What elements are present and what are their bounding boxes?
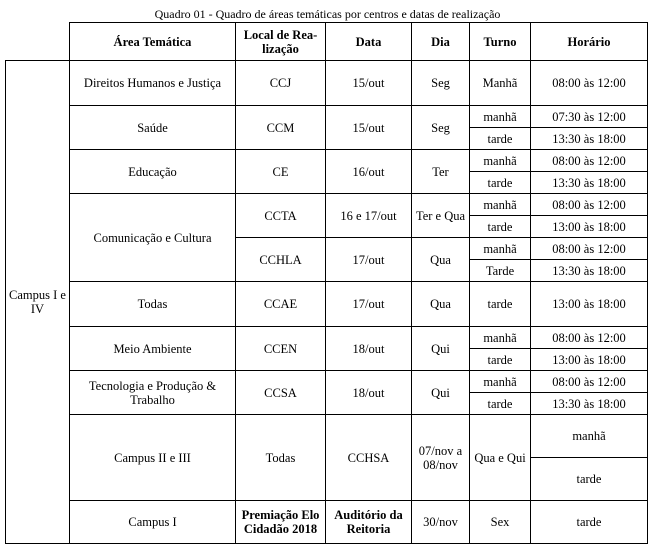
header-row bbox=[6, 23, 648, 61]
local-cell: CCSA bbox=[236, 371, 326, 415]
table-row bbox=[6, 327, 648, 349]
turno-cell: tarde bbox=[470, 216, 531, 238]
horario-cell: 13:30 às 18:00 bbox=[531, 260, 648, 282]
thematic-areas-table bbox=[5, 22, 648, 544]
table-row bbox=[6, 106, 648, 128]
area-cell: Comunicação e Cultura bbox=[70, 194, 236, 282]
turno-cell: tarde bbox=[531, 501, 648, 544]
local-cell: CCJ bbox=[236, 61, 326, 106]
turno-cell: tarde bbox=[470, 349, 531, 371]
data-cell: 18/out bbox=[326, 327, 412, 371]
data-cell: 16 e 17/out bbox=[326, 194, 412, 238]
table-row bbox=[6, 371, 648, 393]
local-cell: CCHSA bbox=[326, 415, 412, 501]
horario-cell: 07:30 às 12:00 bbox=[531, 106, 648, 128]
header-dia: Dia bbox=[412, 23, 470, 61]
horario-cell: 13:00 às 18:00 bbox=[531, 282, 648, 327]
data-cell: 17/out bbox=[326, 238, 412, 282]
turno-cell: manhã bbox=[531, 415, 648, 458]
header-data: Data bbox=[326, 23, 412, 61]
dia-cell: Qua e Qui bbox=[470, 415, 531, 501]
campus-cell: Campus I bbox=[70, 501, 236, 544]
campus-cell: Campus II e III bbox=[70, 415, 236, 501]
horario-cell: 08:00 às 12:00 bbox=[531, 194, 648, 216]
turno-cell: tarde bbox=[470, 172, 531, 194]
table-row bbox=[6, 501, 648, 544]
local-cell: Auditório da Reitoria bbox=[326, 501, 412, 544]
turno-cell: Tarde bbox=[470, 260, 531, 282]
campus-cell: Campus I e IV bbox=[6, 61, 70, 544]
local-cell: CCEN bbox=[236, 327, 326, 371]
turno-cell: tarde bbox=[531, 458, 648, 501]
dia-cell: Sex bbox=[470, 501, 531, 544]
turno-cell: manhã bbox=[470, 150, 531, 172]
data-cell: 30/nov bbox=[412, 501, 470, 544]
data-cell: 17/out bbox=[326, 282, 412, 327]
dia-cell: Qui bbox=[412, 327, 470, 371]
turno-cell: manhã bbox=[470, 371, 531, 393]
horario-cell: 13:00 às 18:00 bbox=[531, 216, 648, 238]
data-cell: 15/out bbox=[326, 61, 412, 106]
data-cell: 18/out bbox=[326, 371, 412, 415]
local-cell: CCHLA bbox=[236, 238, 326, 282]
table-row bbox=[6, 61, 648, 106]
horario-cell: 08:00 às 12:00 bbox=[531, 327, 648, 349]
horario-cell: 13:30 às 18:00 bbox=[531, 393, 648, 415]
turno-cell: tarde bbox=[470, 393, 531, 415]
turno-cell: Manhã bbox=[470, 61, 531, 106]
horario-cell: 08:00 às 12:00 bbox=[531, 238, 648, 260]
header-turno: Turno bbox=[470, 23, 531, 61]
table-row bbox=[6, 415, 648, 458]
header-area: Área Temática bbox=[70, 23, 236, 61]
dia-cell: Seg bbox=[412, 106, 470, 150]
table-row bbox=[6, 150, 648, 172]
area-cell: Educação bbox=[70, 150, 236, 194]
local-cell: CCTA bbox=[236, 194, 326, 238]
area-cell: Todas bbox=[70, 282, 236, 327]
horario-cell: 13:30 às 18:00 bbox=[531, 128, 648, 150]
turno-cell: tarde bbox=[470, 128, 531, 150]
table-row bbox=[6, 194, 648, 216]
table-row bbox=[6, 282, 648, 327]
turno-cell: manhã bbox=[470, 327, 531, 349]
data-cell: 15/out bbox=[326, 106, 412, 150]
local-cell: CE bbox=[236, 150, 326, 194]
empty-corner-cell bbox=[6, 23, 70, 61]
local-cell: CCAE bbox=[236, 282, 326, 327]
area-cell: Premiação Elo Cidadão 2018 bbox=[236, 501, 326, 544]
horario-cell: 13:00 às 18:00 bbox=[531, 349, 648, 371]
dia-cell: Qua bbox=[412, 238, 470, 282]
area-cell: Direitos Humanos e Justiça bbox=[70, 61, 236, 106]
horario-cell: 08:00 às 12:00 bbox=[531, 150, 648, 172]
area-cell: Meio Ambiente bbox=[70, 327, 236, 371]
area-cell: Saúde bbox=[70, 106, 236, 150]
local-cell: CCM bbox=[236, 106, 326, 150]
dia-cell: Qui bbox=[412, 371, 470, 415]
turno-cell: manhã bbox=[470, 106, 531, 128]
table-caption: Quadro 01 - Quadro de áreas temáticas por centros e datas de realização bbox=[154, 7, 501, 21]
dia-cell: Ter bbox=[412, 150, 470, 194]
dia-cell: Seg bbox=[412, 61, 470, 106]
dia-cell: Ter e Qua bbox=[412, 194, 470, 238]
data-cell: 16/out bbox=[326, 150, 412, 194]
turno-cell: manhã bbox=[470, 194, 531, 216]
horario-cell: 08:00 às 12:00 bbox=[531, 61, 648, 106]
horario-cell: 08:00 às 12:00 bbox=[531, 371, 648, 393]
area-cell: Todas bbox=[236, 415, 326, 501]
area-cell: Tecnologia e Produção & Trabalho bbox=[70, 371, 236, 415]
turno-cell: tarde bbox=[470, 282, 531, 327]
data-cell: 07/nov a 08/nov bbox=[412, 415, 470, 501]
turno-cell: manhã bbox=[470, 238, 531, 260]
header-local: Local de Rea-lização bbox=[236, 23, 326, 61]
dia-cell: Qua bbox=[412, 282, 470, 327]
horario-cell: 13:30 às 18:00 bbox=[531, 172, 648, 194]
header-horario: Horário bbox=[531, 23, 648, 61]
